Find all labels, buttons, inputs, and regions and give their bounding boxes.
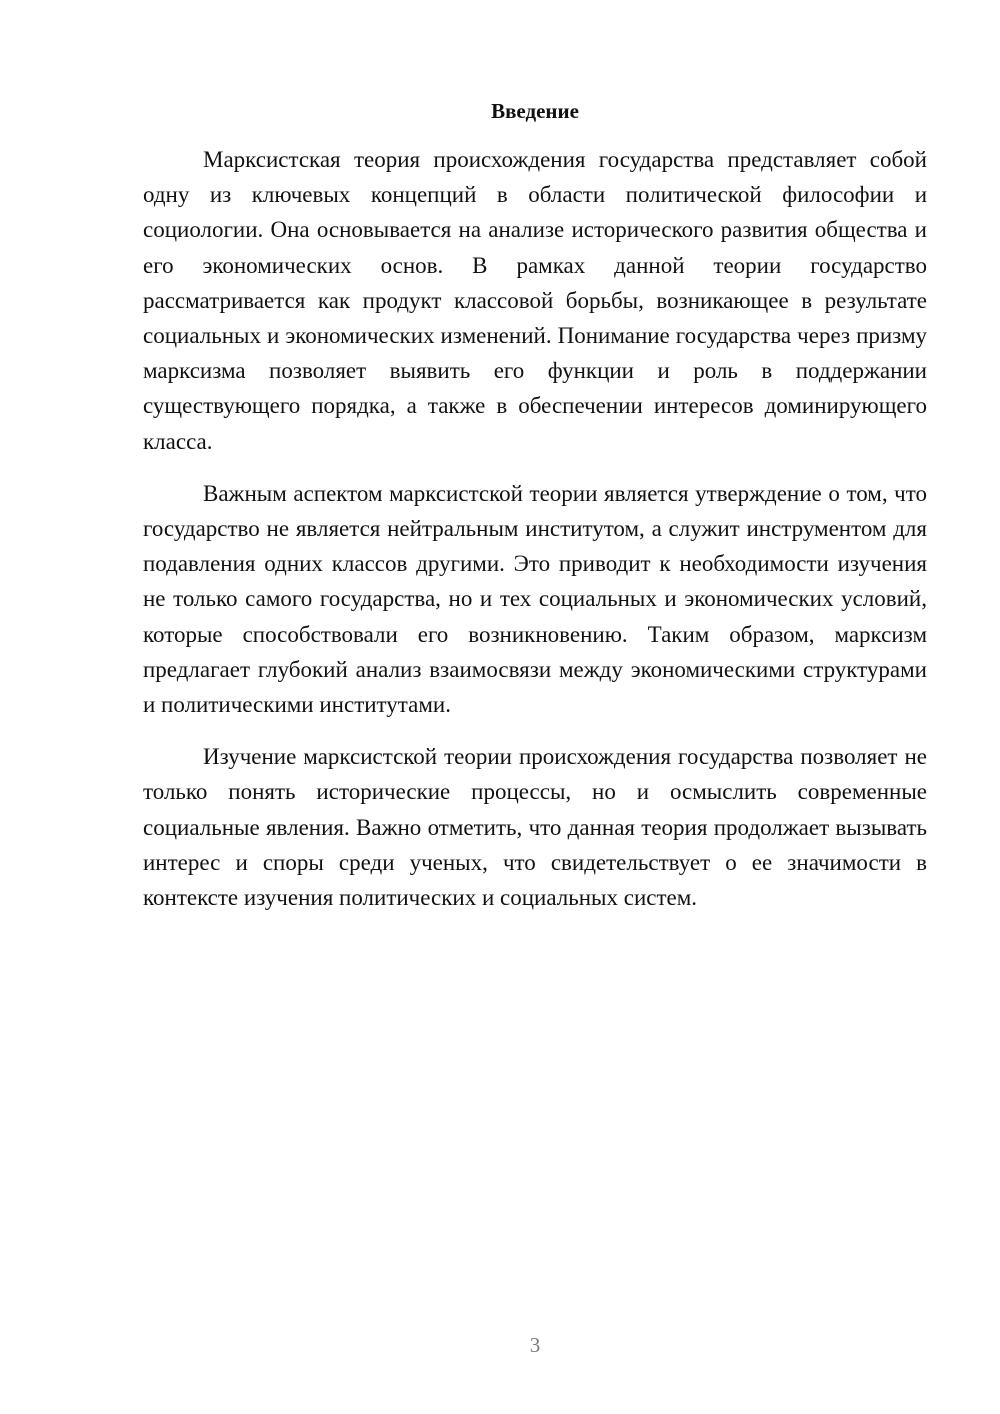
paragraph-2: Важным аспектом марксистской теории является утверждение о том, что государство не является нейтральным институтом, а служит инструментом для подавления одних классов другими. Это приводит к необходимости изучения не только самого государства, но и тех социальных и экономических условий, которые способствовали его возникновению. Таким образом, марксизм предлагает глубокий анализ взаимосвязи между экономическими структурами и политическими институтами. [143,480,927,718]
body-text [143,142,927,932]
page-number: 3 [529,1333,541,1357]
paragraph-1: Марксистская теория происхождения государства представляет собой одну из ключевых концепций в области политической философии и социологии. Она основывается на анализе исторического развития общества и его экономических основ. В рамках данной теории государство рассматривается как продукт классовой борьбы, возникающее в результате социальных и экономических изменений. Понимание государства через призму марксизма позволяет выявить его функции и роль в поддержании существующего порядка, а также в обеспечении интересов доминирующего класса. [143,147,927,454]
section-heading: Введение [491,99,579,123]
paragraph-3: Изучение марксистской теории происхождения государства позволяет не только понять исторические процессы, но и осмыслить современные социальные явления. Важно отметить, что данная теория продолжает вызывать интерес и споры среди ученых, что свидетельствует о ее значимости в контексте изучения политических и социальных систем. [143,744,927,911]
